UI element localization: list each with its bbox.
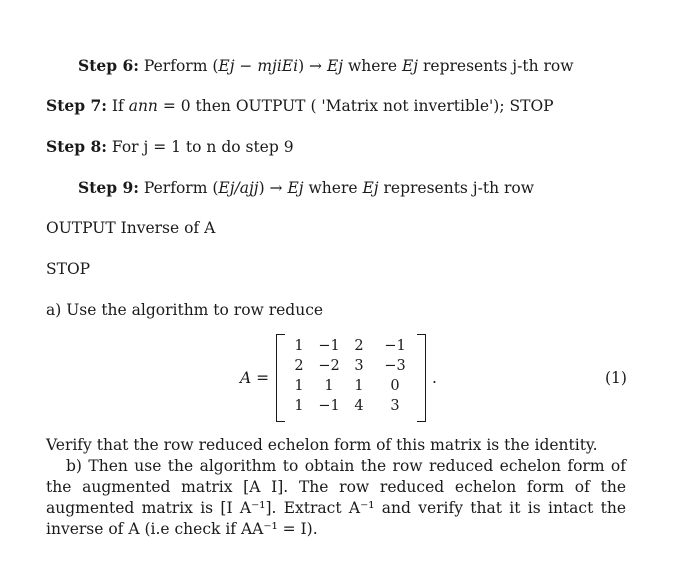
matrix-cell: −1 [384,338,406,354]
matrix-cell: 4 [354,398,364,414]
step-6-text-b: ) → [298,57,327,75]
matrix-lhs: A = [240,369,270,387]
matrix-cell: −1 [318,338,340,354]
step-7-condition: ann [128,97,158,115]
step-9-text-b: ) → [258,179,288,197]
output-line: OUTPUT Inverse of A [46,219,216,237]
matrix-cell: 2 [294,358,304,374]
matrix-cell: −1 [318,398,340,414]
part-a-intro: a) Use the algorithm to row reduce [46,301,324,319]
step-6 [78,56,574,75]
step-7-text-a: If [111,97,129,115]
matrix-cell: 1 [294,378,304,394]
step-7-label: Step 7: [46,96,107,115]
step-6-text-d: represents j-th row [418,57,574,75]
matrix-cell: 1 [294,338,304,354]
step-9-expression: Ej/ajj [218,179,259,197]
step-9-label: Step 9: [78,178,139,197]
matrix-cell: 3 [390,398,400,414]
matrix-right-bracket [417,334,426,422]
matrix-A [276,334,426,420]
step-6-text-a: Perform ( [143,57,219,75]
equation-number: (1) [605,369,627,387]
step-6-variable: Ej [401,57,419,75]
step-6-target: Ej [326,57,344,75]
step-9-text-c: where [303,179,363,197]
part-b-paragraph: b) Then use the algorithm to obtain the row reduced echelon form of the augmented matrix [A I]. The row reduced echelon form of the augmented matrix is [I A⁻¹]. Extract A⁻¹ and verify that it is intact the inverse of A (i.e check if AA⁻¹ = I). [46,457,626,538]
matrix-cell: 0 [390,378,400,394]
step-6-label: Step 6: [78,56,139,75]
step-7 [46,96,554,115]
step-8-label: Step 8: [46,137,107,156]
step-8-text: For j = 1 to n do step 9 [111,138,294,156]
step-9 [78,178,534,197]
matrix-trailing-period: . [432,369,437,387]
matrix-cell: 1 [294,398,304,414]
step-9-target: Ej [287,179,304,197]
matrix-cell: −3 [384,358,406,374]
step-9-text-a: Perform ( [143,179,219,197]
matrix-cell: 2 [354,338,364,354]
step-9-text-d: represents j-th row [378,179,535,197]
step-7-text-b: = 0 then OUTPUT ( 'Matrix not invertible'); STOP [157,97,554,115]
step-6-expression: Ej − mjiEi [218,57,299,75]
verify-line: Verify that the row reduced echelon form of this matrix is the identity. [46,436,598,454]
step-8 [46,137,294,156]
matrix-cell: 1 [324,378,334,394]
matrix-cell: 3 [354,358,364,374]
stop-line: STOP [46,260,91,278]
step-6-text-c: where [343,57,402,75]
matrix-cell: 1 [354,378,364,394]
step-9-variable: Ej [362,179,379,197]
matrix-cell: −2 [318,358,340,374]
